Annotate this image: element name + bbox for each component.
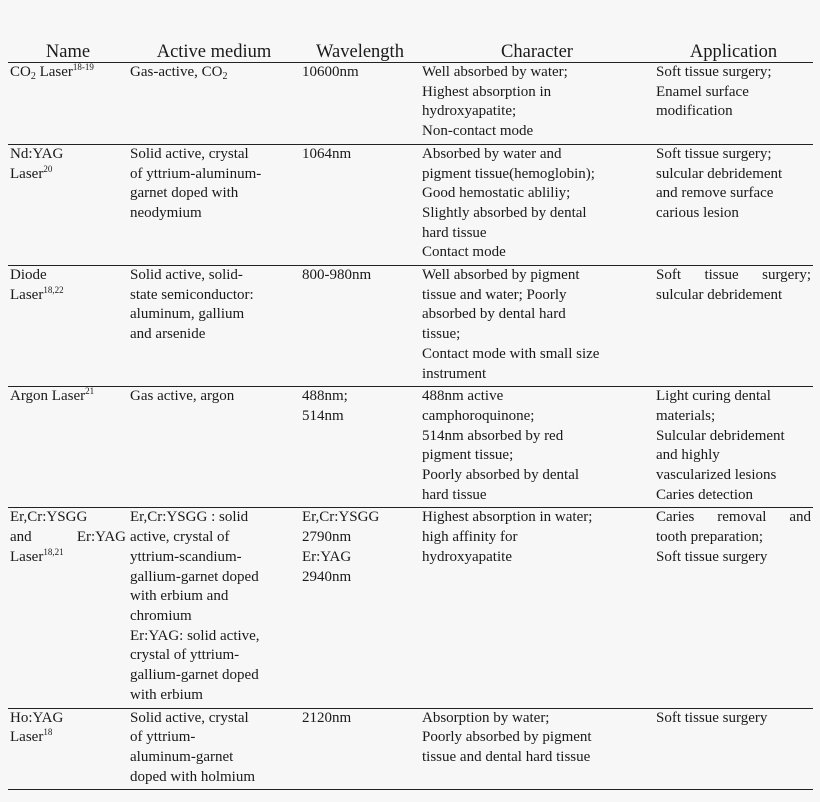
cell-line: active, crystal of: [130, 529, 230, 546]
cell-line: materials;: [656, 407, 716, 424]
cell-character: [420, 144, 654, 265]
cell-line: sulcular debridement: [656, 165, 783, 182]
cell-line: Soft tissue surgery;: [656, 267, 811, 284]
cell-line: Slightly absorbed by dental: [422, 204, 587, 221]
reference-superscript: 18: [43, 727, 53, 738]
cell-line: and Er:YAG: [10, 529, 126, 546]
header-wavelength: Wavelength: [300, 40, 420, 63]
cell-application: [654, 387, 813, 508]
cell-character: [420, 266, 654, 387]
subscript: 2: [30, 71, 36, 82]
cell-line: Contact mode with small size: [422, 345, 600, 362]
cell-line: 514nm: [302, 407, 344, 424]
cell-line: with erbium: [130, 686, 203, 703]
cell-line: Soft tissue surgery;: [656, 64, 772, 80]
cell-medium: [128, 708, 300, 790]
cell-line: 800-980nm: [302, 267, 372, 284]
reference-superscript: 18,21: [43, 546, 64, 557]
cell-line: pigment tissue(hemoglobin);: [422, 165, 595, 182]
cell-line: absorbed by dental hard: [422, 306, 566, 323]
cell-line: 2120nm: [302, 709, 352, 726]
cell-line: Gas active, argon: [130, 388, 235, 405]
cell-line: hard tissue: [422, 486, 487, 503]
cell-line: Gas-active, $CO_2$: [130, 64, 228, 82]
cell-line: 488nm active: [422, 388, 504, 405]
cell-line: Highest absorption in water;: [422, 509, 593, 526]
cell-character: [420, 508, 654, 708]
cell-line: Caries detection: [656, 486, 754, 503]
cell-line: Absorption by water;: [422, 709, 550, 726]
cell-line: gallium-garnet doped: [130, 568, 259, 585]
cell-line: with erbium and: [130, 588, 229, 605]
cell-line: 2790nm: [302, 529, 352, 546]
cell-line: carious lesion: [656, 204, 739, 221]
cell-wavelength: [300, 508, 420, 708]
cell-line: Well absorbed by water;: [422, 64, 568, 80]
cell-application: [654, 144, 813, 265]
cell-line: 514nm absorbed by red: [422, 427, 564, 444]
cell-line: and arsenide: [130, 326, 206, 343]
cell-line: Poorly absorbed by dental: [422, 467, 580, 484]
cell-line: pigment tissue;: [422, 447, 514, 464]
cell-line: camphoroquinone;: [422, 407, 535, 424]
cell-line: Enamel surface: [656, 83, 749, 100]
cell-name: [8, 63, 128, 145]
cell-line: crystal of yttrium-: [130, 647, 240, 664]
cell-line: doped with holmium: [130, 768, 255, 785]
cell-line: chromium: [130, 607, 192, 624]
cell-wavelength: [300, 387, 420, 508]
cell-name: [8, 387, 128, 508]
cell-line: sulcular debridement: [656, 286, 783, 303]
reference-superscript: 18,22: [43, 284, 64, 295]
cell-line: $CO_2$ Laser$^{18-19}$: [10, 62, 94, 82]
header-character: Character: [420, 40, 654, 63]
cell-wavelength: [300, 63, 420, 145]
cell-wavelength: [300, 266, 420, 387]
cell-line: aluminum, gallium: [130, 306, 245, 323]
cell-line: Argon Laser$^{21}$: [10, 386, 95, 405]
cell-line: Soft tissue surgery: [656, 548, 768, 565]
cell-line: Laser$^{18,22}$: [10, 284, 64, 303]
cell-line: and highly: [656, 447, 720, 464]
cell-line: and remove surface: [656, 185, 774, 202]
cell-line: Ho:YAG: [10, 709, 64, 726]
cell-line: tissue and water; Poorly: [422, 286, 567, 303]
table-body: [8, 63, 813, 790]
laser-table: [8, 40, 813, 790]
cell-line: Er:YAG: solid active,: [130, 627, 260, 644]
cell-line: aluminum-garnet: [130, 748, 234, 765]
table-row: [8, 387, 813, 508]
cell-line: high affinity for: [422, 529, 518, 546]
cell-line: Er,Cr:YSGG: [302, 509, 380, 526]
cell-wavelength: [300, 708, 420, 790]
cell-medium: [128, 63, 300, 145]
cell-line: Absorbed by water and: [422, 145, 562, 162]
cell-name: [8, 144, 128, 265]
cell-line: Solid active, crystal: [130, 709, 249, 726]
cell-application: [654, 63, 813, 145]
cell-line: of yttrium-: [130, 729, 196, 746]
table-row: [8, 63, 813, 145]
cell-line: Soft tissue surgery: [656, 709, 768, 726]
cell-character: [420, 63, 654, 145]
cell-line: tissue and dental hard tissue: [422, 748, 591, 765]
cell-line: Er,Cr:YSGG: [10, 509, 88, 526]
cell-application: [654, 266, 813, 387]
reference-superscript: 21: [85, 386, 95, 397]
cell-line: hydroxyapatite;: [422, 103, 517, 120]
cell-line: Sulcular debridement: [656, 427, 785, 444]
cell-line: tooth preparation;: [656, 529, 764, 546]
header-application: Application: [654, 40, 813, 63]
cell-line: Solid active, crystal: [130, 145, 249, 162]
cell-line: vascularized lesions: [656, 467, 777, 484]
table-row: [8, 508, 813, 708]
subscript: 2: [222, 71, 228, 82]
header-row: [8, 40, 813, 63]
cell-line: Good hemostatic abliliy;: [422, 185, 571, 202]
cell-character: [420, 708, 654, 790]
cell-name: [8, 266, 128, 387]
cell-line: hard tissue: [422, 224, 487, 241]
table-row: [8, 708, 813, 790]
cell-line: Well absorbed by pigment: [422, 267, 580, 284]
cell-line: Highest absorption in: [422, 83, 552, 100]
cell-character: [420, 387, 654, 508]
cell-line: 10600nm: [302, 64, 359, 80]
cell-line: Light curing dental: [656, 388, 771, 405]
cell-line: Non-contact mode: [422, 123, 534, 140]
table-row: [8, 266, 813, 387]
cell-line: Laser$^{18,21}$: [10, 546, 64, 565]
cell-line: of yttrium-aluminum-: [130, 165, 262, 182]
cell-line: yttrium-scandium-: [130, 548, 242, 565]
cell-line: hydroxyapatite: [422, 548, 512, 565]
cell-medium: [128, 387, 300, 508]
cell-line: 2940nm: [302, 568, 352, 585]
cell-name: [8, 508, 128, 708]
cell-line: state semiconductor:: [130, 286, 254, 303]
reference-superscript: 18-19: [72, 62, 94, 72]
cell-line: 488nm;: [302, 388, 348, 405]
cell-line: Er,Cr:YSGG : solid: [130, 509, 249, 526]
cell-line: Contact mode: [422, 244, 506, 261]
cell-application: [654, 708, 813, 790]
reference-superscript: 20: [43, 163, 53, 174]
cell-line: gallium-garnet doped: [130, 667, 259, 684]
cell-line: 1064nm: [302, 145, 352, 162]
cell-line: Caries removal and: [656, 509, 811, 526]
header-name: Name: [8, 40, 128, 63]
header-active-medium: Active medium: [128, 40, 300, 63]
cell-line: Laser$^{20}$: [10, 163, 53, 182]
cell-medium: [128, 144, 300, 265]
table-row: [8, 144, 813, 265]
cell-line: Diode: [10, 267, 47, 284]
cell-line: tissue;: [422, 326, 461, 343]
cell-line: Poorly absorbed by pigment: [422, 729, 592, 746]
cell-medium: [128, 266, 300, 387]
cell-medium: [128, 508, 300, 708]
cell-wavelength: [300, 144, 420, 265]
cell-line: Nd:YAG: [10, 145, 64, 162]
cell-application: [654, 508, 813, 708]
cell-line: neodymium: [130, 204, 202, 221]
cell-name: [8, 708, 128, 790]
cell-line: Solid active, solid-: [130, 267, 243, 284]
cell-line: Er:YAG: [302, 548, 352, 565]
cell-line: Laser$^{18}$: [10, 727, 53, 746]
cell-line: Soft tissue surgery;: [656, 145, 772, 162]
cell-line: modification: [656, 103, 733, 120]
cell-line: instrument: [422, 365, 487, 382]
cell-line: garnet doped with: [130, 185, 239, 202]
